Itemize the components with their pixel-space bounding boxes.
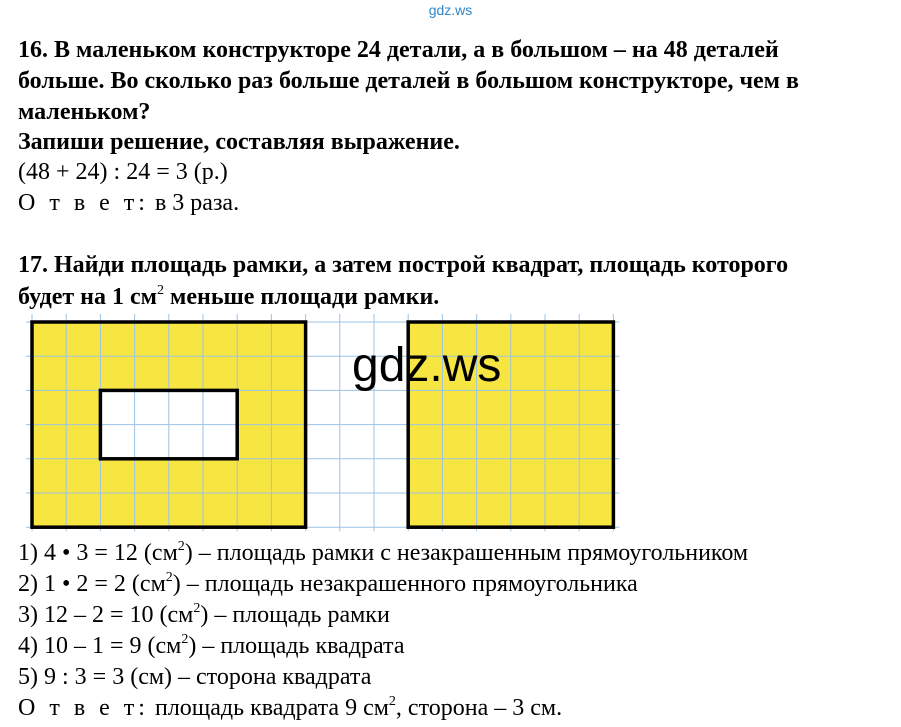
task17-step-5	[18, 663, 371, 691]
task17-question-line-2-pre: будет на 1 см	[18, 284, 157, 310]
task16-question-line-2: больше. Во сколько раз больше деталей в большом конструкторе, чем в	[18, 68, 799, 94]
task17-step-1-pre: 1) 4 • 3 = 12 (см	[18, 540, 178, 566]
task17-answer	[18, 694, 562, 722]
task17-question-line-1: 17. Найди площадь рамки, а затем построй квадрат, площадь которого	[18, 252, 789, 278]
task16-question-line-3: маленьком?	[18, 99, 151, 125]
task16-instruction: Запиши решение, составляя выражение.	[18, 129, 460, 155]
task17-step-3-sup: 2	[193, 601, 201, 616]
watermark-center: gdz.ws	[352, 339, 502, 392]
task17-step-3-post: ) – площадь рамки	[200, 602, 390, 628]
task16-question-line-1: 16. В маленьком конструкторе 24 детали, а в большом – на 48 деталей	[18, 37, 779, 63]
task17-answer-pre: площадь квадрата 9 см	[148, 695, 389, 721]
task16-answer-label: О т в е т:	[18, 190, 149, 216]
task16-answer-text: в 3 раза.	[148, 190, 240, 216]
task17-question-line-2-sup: 2	[156, 283, 164, 298]
task17-answer-label: О т в е т:	[18, 695, 149, 721]
task17-step-1	[18, 539, 748, 567]
task17-step-1-post: ) – площадь рамки с незакрашенным прямоугольником	[184, 540, 749, 566]
task17-step-2-sup: 2	[165, 570, 173, 585]
task17-step-4-post: ) – площадь квадрата	[188, 633, 405, 659]
task16-solution: (48 + 24) : 24 = 3 (р.)	[18, 159, 228, 185]
watermark-top: gdz.ws	[428, 2, 473, 18]
task17-step-2-pre: 2) 1 • 2 = 2 (см	[18, 571, 166, 597]
task17-step-2	[18, 570, 638, 598]
task17-step-5-pre: 5) 9 : 3 = 3 (см) – сторона квадрата	[18, 664, 372, 690]
task17-step-4	[18, 632, 404, 660]
task17-answer-sup: 2	[388, 694, 396, 709]
task17-question-line-2-post: меньше площади рамки.	[163, 284, 440, 310]
task17-step-3	[18, 601, 390, 629]
task17-step-4-sup: 2	[181, 632, 189, 647]
task17-answer-post: , сторона – 3 см.	[395, 695, 563, 721]
task17-step-4-pre: 4) 10 – 1 = 9 (см	[18, 633, 182, 659]
task17-step-2-post: ) – площадь незакрашенного прямоугольника	[172, 571, 638, 597]
task17-step-3-pre: 3) 12 – 2 = 10 (см	[18, 602, 194, 628]
task17-step-1-sup: 2	[177, 539, 185, 554]
